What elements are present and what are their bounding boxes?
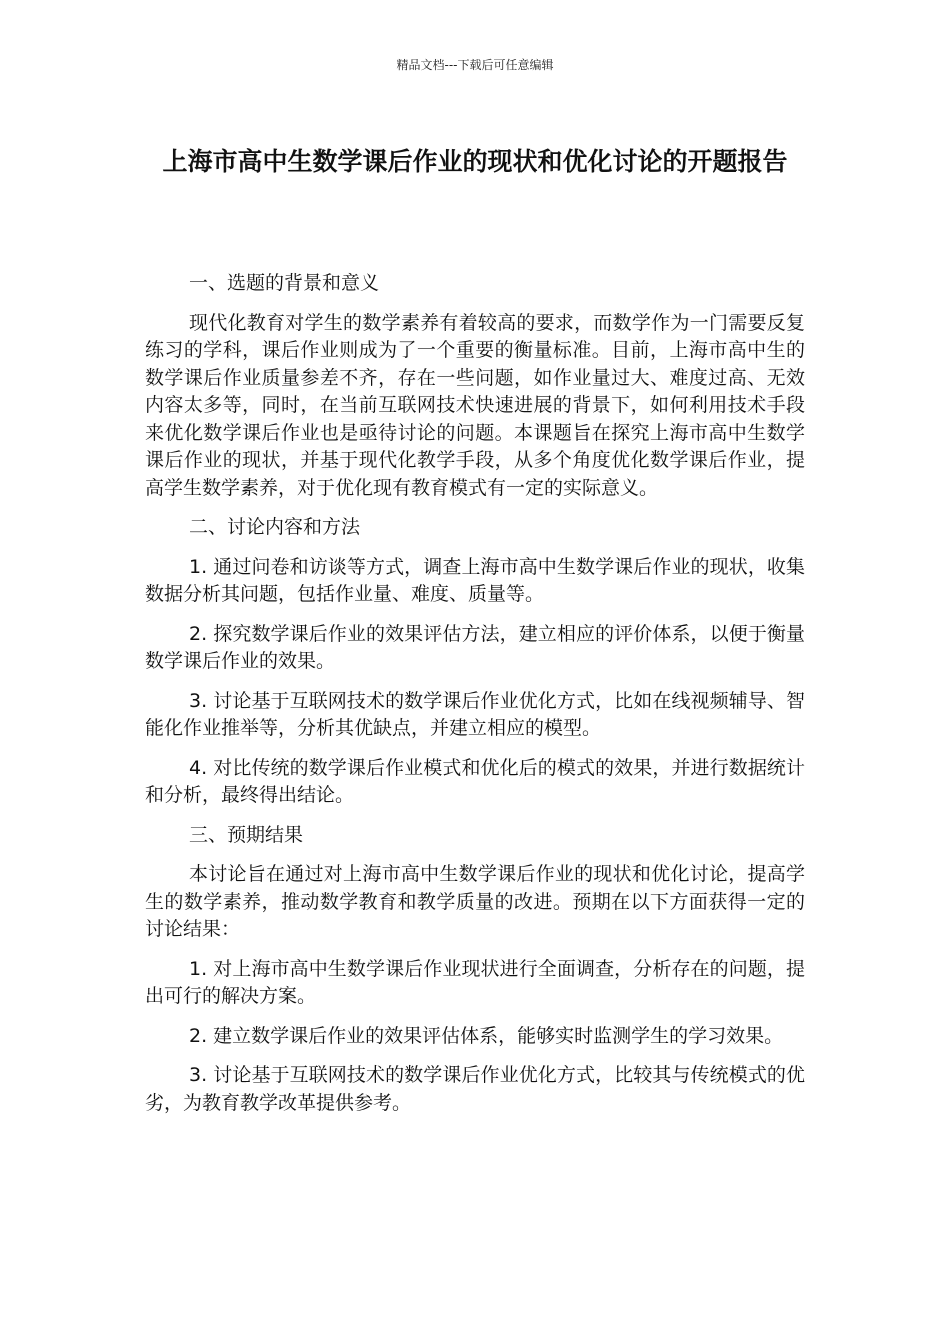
section-heading-expected-results: 三、预期结果: [189, 823, 304, 846]
result-item: 1. 对上海市高中生数学课后作业现状进行全面调查，分析存在的问题，提出可行的解决方案。: [145, 957, 805, 1007]
document-body: [145, 270, 805, 1129]
result-item: 3. 讨论基于互联网技术的数学课后作业优化方式，比较其与传统模式的优劣，为教育教学改革提供参考。: [145, 1064, 805, 1114]
results-intro-paragraph: 本讨论旨在通过对上海市高中生数学课后作业的现状和优化讨论，提高学生的数学素养，推动数学教育和教学质量的改进。预期在以下方面获得一定的讨论结果：: [145, 863, 805, 940]
background-paragraph: 现代化教育对学生的数学素养有着较高的要求，而数学作为一门需要反复练习的学科，课后作业则成为了一个重要的衡量标准。目前，上海市高中生的数学课后作业质量参差不齐，存在一些问题，如作业量过大、难度过高、无效内容太多等，同时，在当前互联网技术快速进展的背景下，如何利用技术手段来优化数学课后作业也是亟待讨论的问题。本课题旨在探究上海市高中生数学课后作业的现状，并基于现代化教学手段，从多个角度优化数学课后作业，提高学生数学素养，对于优化现有教育模式有一定的实际意义。: [145, 311, 805, 499]
section-heading-background: 一、选题的背景和意义: [189, 272, 380, 294]
method-item: 2. 探究数学课后作业的效果评估方法，建立相应的评价体系，以便于衡量数学课后作业的效果。: [145, 622, 805, 672]
document-title: 上海市高中生数学课后作业的现状和优化讨论的开题报告: [162, 147, 788, 176]
section-heading-content-method: 二、讨论内容和方法: [189, 516, 361, 538]
method-item: 3. 讨论基于互联网技术的数学课后作业优化方式，比如在线视频辅导、智能化作业推举等，分析其优缺点，并建立相应的模型。: [145, 689, 805, 739]
header-watermark: 精品文档---下载后可任意编辑: [396, 58, 554, 72]
result-item: 2. 建立数学课后作业的效果评估体系，能够实时监测学生的学习效果。: [189, 1024, 784, 1047]
method-item: 1. 通过问卷和访谈等方式，调查上海市高中生数学课后作业的现状，收集数据分析其问题，包括作业量、难度、质量等。: [145, 555, 805, 605]
method-item: 4. 对比传统的数学课后作业模式和优化后的模式的效果，并进行数据统计和分析，最终得出结论。: [145, 756, 805, 806]
